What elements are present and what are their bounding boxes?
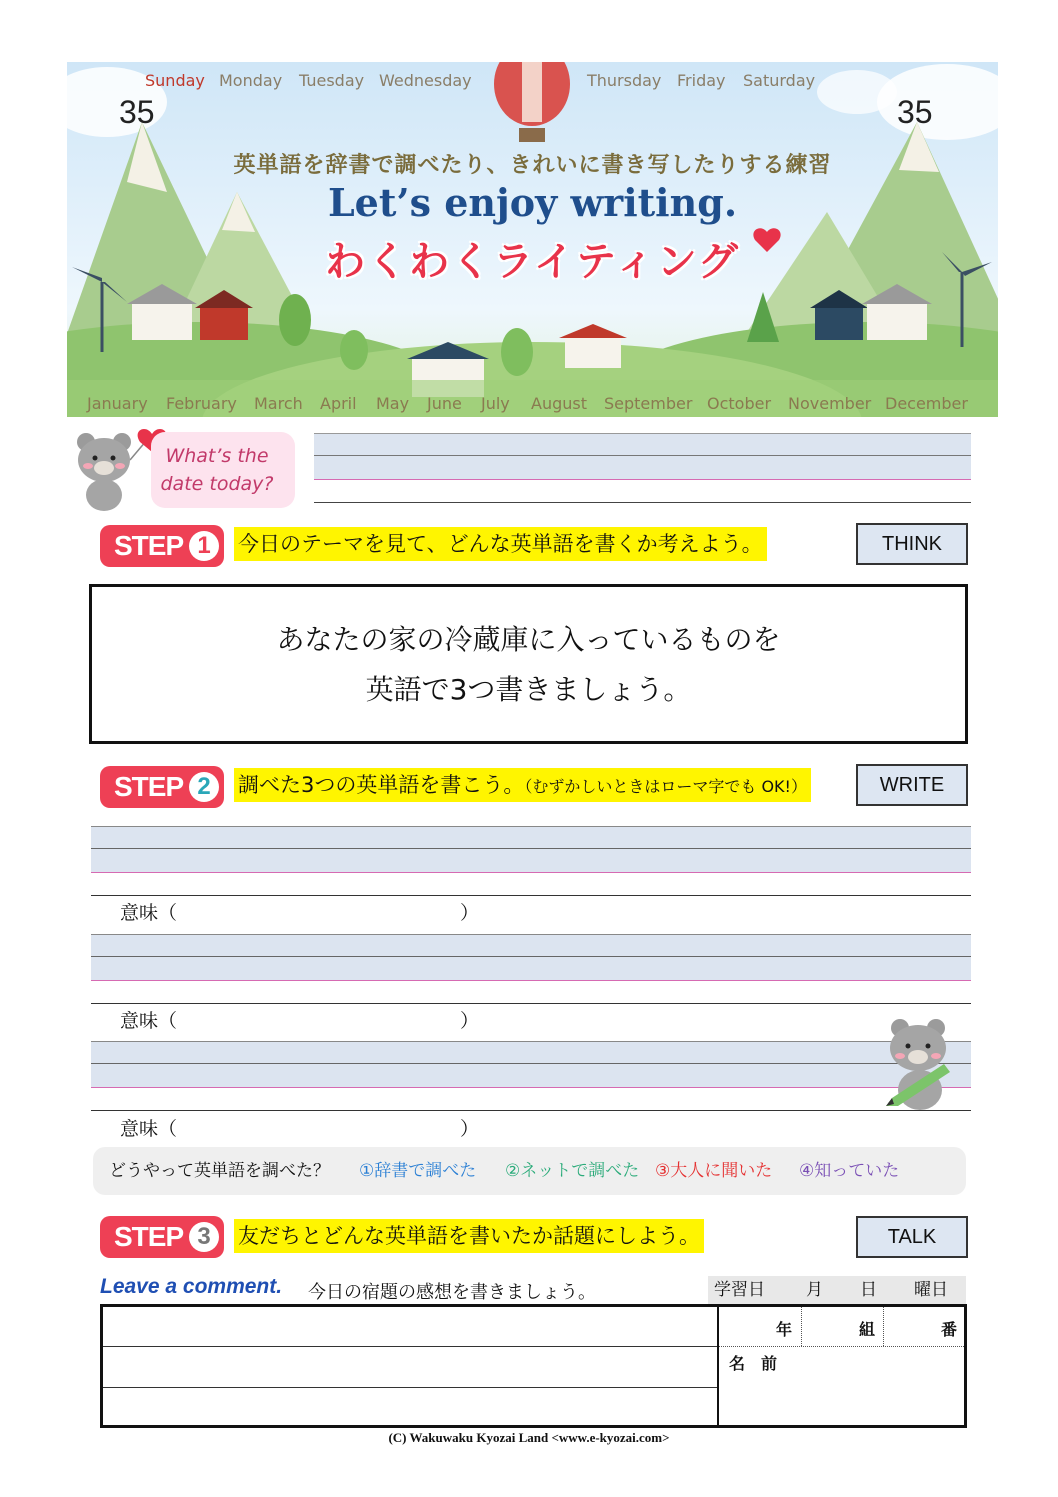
theme-box — [89, 584, 968, 744]
month-june: June — [427, 394, 462, 413]
step3-badge-number: 3 — [189, 1222, 219, 1252]
write-tag: WRITE — [856, 764, 968, 806]
step1-badge-number: 1 — [189, 531, 219, 561]
step2-badge — [100, 766, 224, 808]
lookup-question: どうやって英単語を調べた？ — [109, 1161, 330, 1181]
month-october: October — [707, 394, 772, 413]
meaning-row-2[interactable] — [120, 1006, 480, 1033]
study-date-label: 学習日 — [714, 1280, 765, 1300]
header-banner — [67, 62, 998, 417]
lookup-option-ask-adult[interactable]: ③大人に聞いた — [655, 1161, 773, 1181]
lookup-method-box — [93, 1147, 966, 1195]
theme-line1: あなたの家の冷蔵庫に入っているものを — [276, 623, 781, 656]
word-writing-line-2[interactable] — [91, 934, 971, 1004]
lookup-option-internet[interactable]: ②ネットで調べた — [505, 1161, 640, 1181]
sheet-number-left: 35 — [119, 94, 155, 130]
step1-badge — [100, 525, 224, 567]
step2-badge-label: STEP — [114, 771, 184, 802]
month-november: November — [788, 394, 872, 413]
day-sunday: Sunday — [145, 71, 205, 90]
comment-title: Leave a comment. — [100, 1275, 283, 1298]
day-tuesday: Tuesday — [299, 71, 365, 90]
meaning-close: ） — [460, 1010, 480, 1032]
month-august: August — [531, 394, 587, 413]
meaning-row-3[interactable] — [120, 1114, 480, 1141]
month-february: February — [166, 394, 237, 413]
study-month-label[interactable]: 月 — [806, 1280, 823, 1300]
class-label: 組 — [859, 1320, 876, 1339]
month-march: March — [254, 394, 303, 413]
study-date-header — [708, 1276, 966, 1304]
month-september: September — [604, 394, 693, 413]
step1-instruction: 今日のテーマを見て、どんな英単語を書くか考えよう。 — [234, 527, 767, 561]
talk-tag: TALK — [856, 1216, 968, 1258]
date-prompt — [151, 442, 283, 498]
day-monday: Monday — [219, 71, 283, 90]
step2-badge-number: 2 — [189, 772, 219, 802]
month-january: January — [87, 394, 148, 413]
comment-subtitle: 今日の宿題の感想を書きましょう。 — [308, 1282, 596, 1303]
step2-instruction-box — [234, 768, 811, 802]
meaning-open: 意味（ — [120, 1010, 178, 1032]
month-july: July — [481, 394, 510, 413]
day-saturday: Saturday — [743, 71, 816, 90]
step2-instruction: 調べた3つの英単語を書こう。 — [238, 773, 525, 797]
month-april: April — [320, 394, 357, 413]
banner-title-japanese: わくわくライティング — [325, 239, 740, 285]
study-weekday-label[interactable]: 曜日 — [914, 1280, 948, 1300]
word-writing-line-1[interactable] — [91, 826, 971, 896]
student-number-label: 番 — [941, 1320, 958, 1339]
day-friday: Friday — [677, 71, 726, 90]
bear-pencil-icon — [872, 1014, 964, 1114]
study-day-label[interactable]: 日 — [860, 1280, 877, 1300]
step3-badge-label: STEP — [114, 1221, 184, 1252]
year-label: 年 — [776, 1320, 793, 1339]
comment-box — [100, 1304, 967, 1428]
month-december: December — [885, 394, 968, 413]
date-prompt-line1: What’s the — [165, 445, 269, 467]
theme-line2: 英語で3つ書きましょう。 — [365, 673, 692, 706]
step3-badge — [100, 1216, 224, 1258]
step1-badge-label: STEP — [114, 530, 184, 561]
meaning-row-1[interactable] — [120, 898, 480, 925]
date-writing-lines[interactable] — [314, 433, 971, 503]
meaning-open: 意味（ — [120, 902, 178, 924]
comment-input-3[interactable] — [103, 1388, 717, 1425]
sheet-number-right: 35 — [897, 94, 933, 130]
lookup-option-already-knew[interactable]: ④知っていた — [799, 1161, 900, 1181]
meaning-close: ） — [460, 902, 480, 924]
comment-input-1[interactable] — [103, 1307, 717, 1346]
copyright-footer: (C) Wakuwaku Kyozai Land <www.e-kyozai.com> — [388, 1430, 670, 1445]
think-tag: THINK — [856, 523, 968, 565]
lookup-option-dictionary[interactable]: ①辞書で調べた — [359, 1161, 477, 1181]
step2-note: （むずかしいときはローマ字でも OK!） — [524, 777, 807, 796]
word-writing-line-3[interactable] — [91, 1041, 971, 1111]
date-prompt-line2: date today? — [160, 473, 274, 495]
meaning-close: ） — [460, 1118, 480, 1140]
banner-subtitle: 英単語を辞書で調べたり、きれいに書き写したりする練習 — [233, 153, 832, 178]
meaning-open: 意味（ — [120, 1118, 178, 1140]
day-thursday: Thursday — [587, 71, 662, 90]
day-wednesday: Wednesday — [379, 71, 472, 90]
banner-title-english: Let’s enjoy writing. — [327, 180, 738, 225]
comment-input-2[interactable] — [103, 1347, 717, 1387]
step3-instruction: 友だちとどんな英単語を書いたか話題にしよう。 — [234, 1219, 704, 1253]
name-label: 名 前 — [729, 1354, 778, 1373]
month-may: May — [376, 394, 410, 413]
